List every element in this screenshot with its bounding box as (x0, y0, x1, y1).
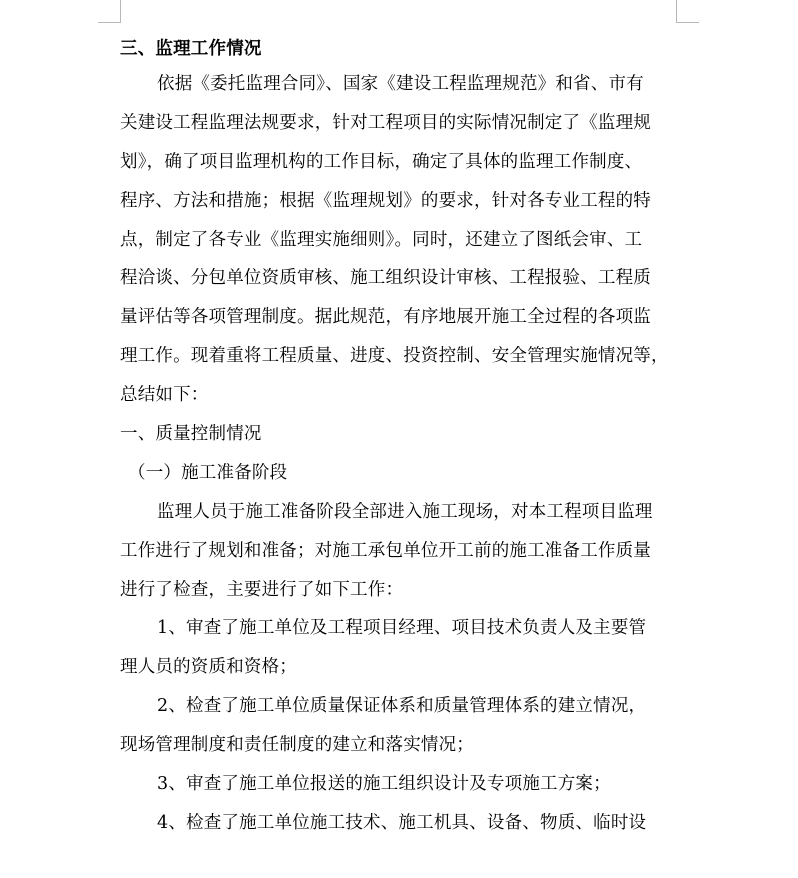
section-heading: 三、监理工作情况 (120, 39, 262, 59)
paragraph-line: 量评估等各项管理制度。据此规范，有序地展开施工全过程的各项监 (120, 307, 651, 328)
paragraph-line: 依据《委托监理合同》、国家《建设工程监理规范》和省、市有 (157, 74, 644, 94)
paragraph-line: 理工作。现着重将工程质量、进度、投资控制、安全管理实施情况等， (120, 346, 669, 367)
paragraph-line: 进行了检查，主要进行了如下工作： (120, 579, 404, 600)
list-item-line: 3、审查了施工单位报送的施工组织设计及专项施工方案； (157, 774, 611, 795)
paragraph-line: 点，制定了各专业《监理实施细则》。同时，还建立了图纸会审、工 (120, 229, 643, 250)
list-item-line: 4、检查了施工单位施工技术、施工机具、设备、物质、临时设 (157, 812, 647, 833)
paragraph-line: 程洽谈、分包单位资质审核、施工组织设计审核、工程报验、工程质 (120, 268, 651, 289)
subsection-heading: （一）施工准备阶段 (128, 462, 288, 483)
paragraph-line: 关建设工程监理法规要求，针对工程项目的实际情况制定了《监理规 (120, 112, 651, 133)
margin-corner-mark-right (676, 0, 699, 23)
document-body (120, 33, 680, 843)
paragraph-line: 总结如下： (120, 385, 209, 406)
paragraph-line: 监理人员于施工准备阶段全部进入施工现场，对本工程项目监理 (157, 501, 653, 522)
subsection-heading: 一、质量控制情况 (120, 424, 262, 445)
paragraph-line: 程序、方法和措施；根据《监理规划》的要求，针对各专业工程的特 (120, 190, 651, 211)
list-item-line: 2、检查了施工单位质量保证体系和质量管理体系的建立情况， (157, 696, 647, 717)
paragraph-line: 工作进行了规划和准备；对施工承包单位开工前的施工准备工作质量 (120, 540, 651, 561)
margin-corner-mark-left (98, 0, 121, 23)
list-item-line: 1、审查了施工单位及工程项目经理、项目技术负责人及主要管 (157, 618, 647, 639)
list-item-line: 现场管理制度和责任制度的建立和落实情况； (120, 735, 474, 756)
paragraph-line: 划》，确了项目监理机构的工作目标，确定了具体的监理工作制度、 (120, 151, 643, 172)
list-item-line: 理人员的资质和资格； (120, 657, 297, 678)
